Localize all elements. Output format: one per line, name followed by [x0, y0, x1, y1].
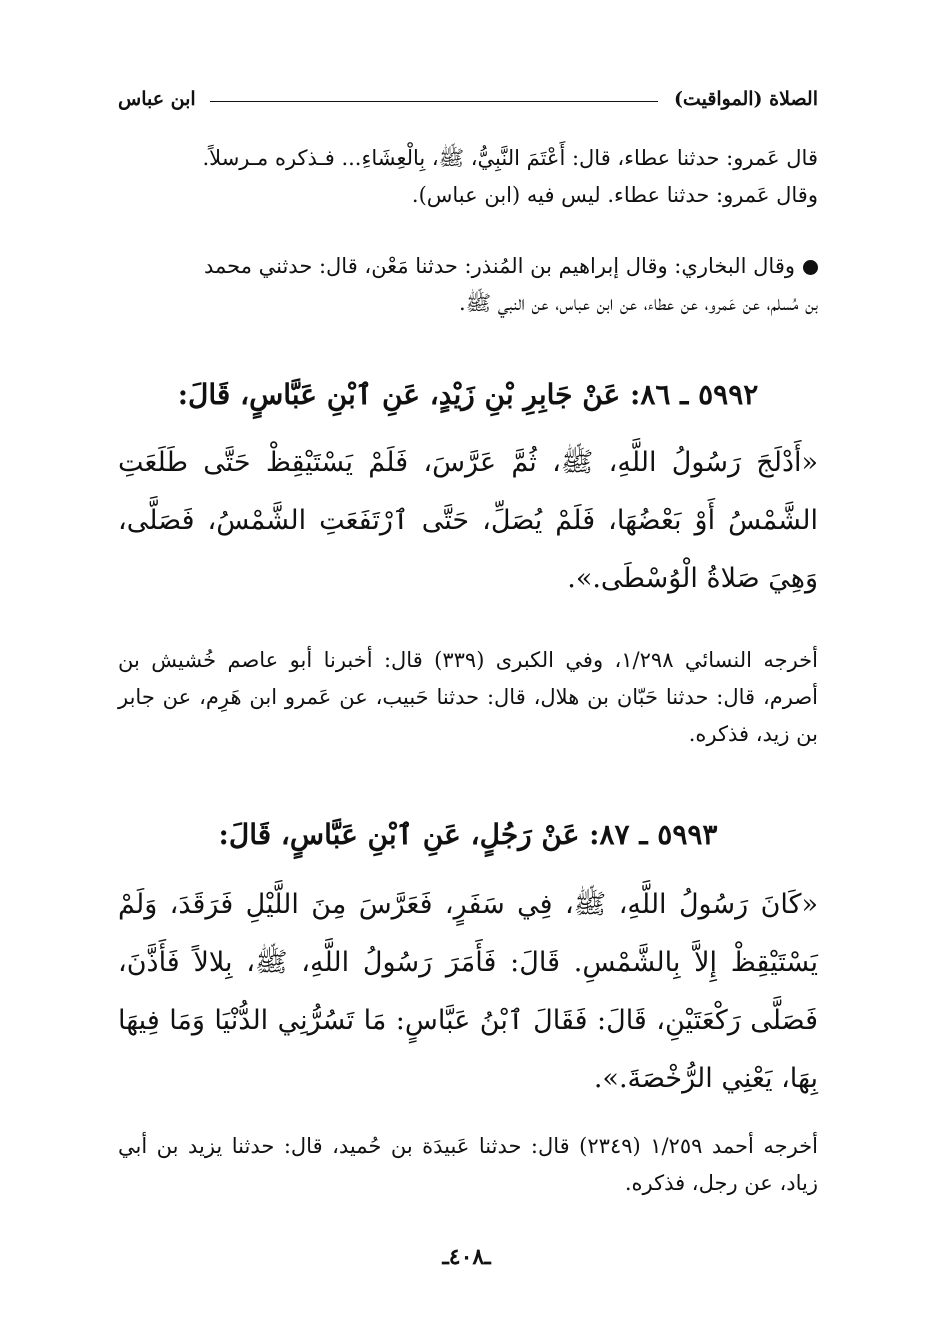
running-header [118, 88, 818, 120]
hadith-5992-text: «أَدْلَجَ رَسُولُ اللَّهِ، ﷺ، ثُمَّ عَرَّسَ، فَلَمْ يَسْتَيْقِظْ حَتَّى طَلَعَتِ الشَّمْسُ أَوْ بَعْضُهَا، فَلَمْ يُصَلِّ، حَتَّى ٱرْتَفَعَتِ الشَّمْسُ، فَصَلَّى، وَهِيَ صَلاةُ الْوُسْطَى.». [118, 447, 818, 594]
takhrij-5992: أخرجه النسائي ١/٢٩٨، وفي الكبرى (٣٣٩) قال: أخبرنا أبو عاصم خُشيش بن أصرم، قال: حدثنا حَبّان بن هلال، قال: حدثنا حَبيب، عن عَمرو ابن هَرِم، عن جابر بن زيد، فذكره. [118, 648, 819, 746]
intro-paragraph [118, 140, 818, 214]
page-number: ـ٤٠٨ـ [442, 1244, 491, 1270]
hadith-5992-heading: ٥٩٩٢ ـ ٨٦: عَنْ جَابِرِ بْنِ زَيْدٍ، عَنِ ٱبْنِ عَبَّاسٍ، قَالَ: [177, 378, 759, 411]
header-rule [210, 101, 658, 102]
bullet-icon [803, 260, 818, 275]
bukhari-line-2: بن مُسلم، عن عَمرو، عن عطاء، عن ابن عباس، عن النبي ﷺ. [459, 291, 818, 315]
bukhari-line-1-text: وقال البخاري: وقال إبراهيم بن المُنذر: حدثنا مَعْن، قال: حدثني محمد [203, 254, 795, 278]
header-chapter: الصلاة (المواقيت) [673, 88, 818, 110]
intro-line-1: قال عَمرو: حدثنا عطاء، قال: أَعْتَمَ النَّبِيُّ، ﷺ، بِالْعِشَاءِ... فـذكره مـرسلاً. [202, 146, 818, 170]
intro-line-2: وقال عَمرو: حدثنا عطاء. ليس فيه (ابن عباس). [411, 183, 818, 207]
takhrij-5993: أخرجه أحمد ١/٢٥٩ (٢٣٤٩) قال: حدثنا عَبيدَة بن حُميد، قال: حدثنا يزيد بن أبي زياد، عن رجل، فذكره. [118, 1134, 818, 1195]
bukhari-line-1 [118, 248, 818, 285]
bukhari-note [118, 248, 818, 322]
hadith-5993-text: «كَانَ رَسُولُ اللَّهِ، ﷺ، فِي سَفَرٍ، فَعَرَّسَ مِنَ اللَّيْلِ فَرَقَدَ، وَلَمْ يَسْتَيْقِظْ إِلاَّ بِالشَّمْسِ. قَالَ: فَأَمَرَ رَسُولُ اللَّهِ، ﷺ، بِلالاً فَأَذَّنَ، فَصَلَّى رَكْعَتَيْنِ، قَالَ: فَقَالَ ٱبْنُ عَبَّاسٍ: مَا تَسُرُّنِي الدُّنْيَا وَمَا فِيهَا بِهَا، يَعْنِي الرُّخْصَةَ.». [118, 889, 818, 1094]
header-topic: ابن عباس [118, 88, 196, 110]
hadith-5993-heading: ٥٩٩٣ ـ ٨٧: عَنْ رَجُلٍ، عَنِ ٱبْنِ عَبَّاسٍ، قَالَ: [218, 818, 718, 851]
